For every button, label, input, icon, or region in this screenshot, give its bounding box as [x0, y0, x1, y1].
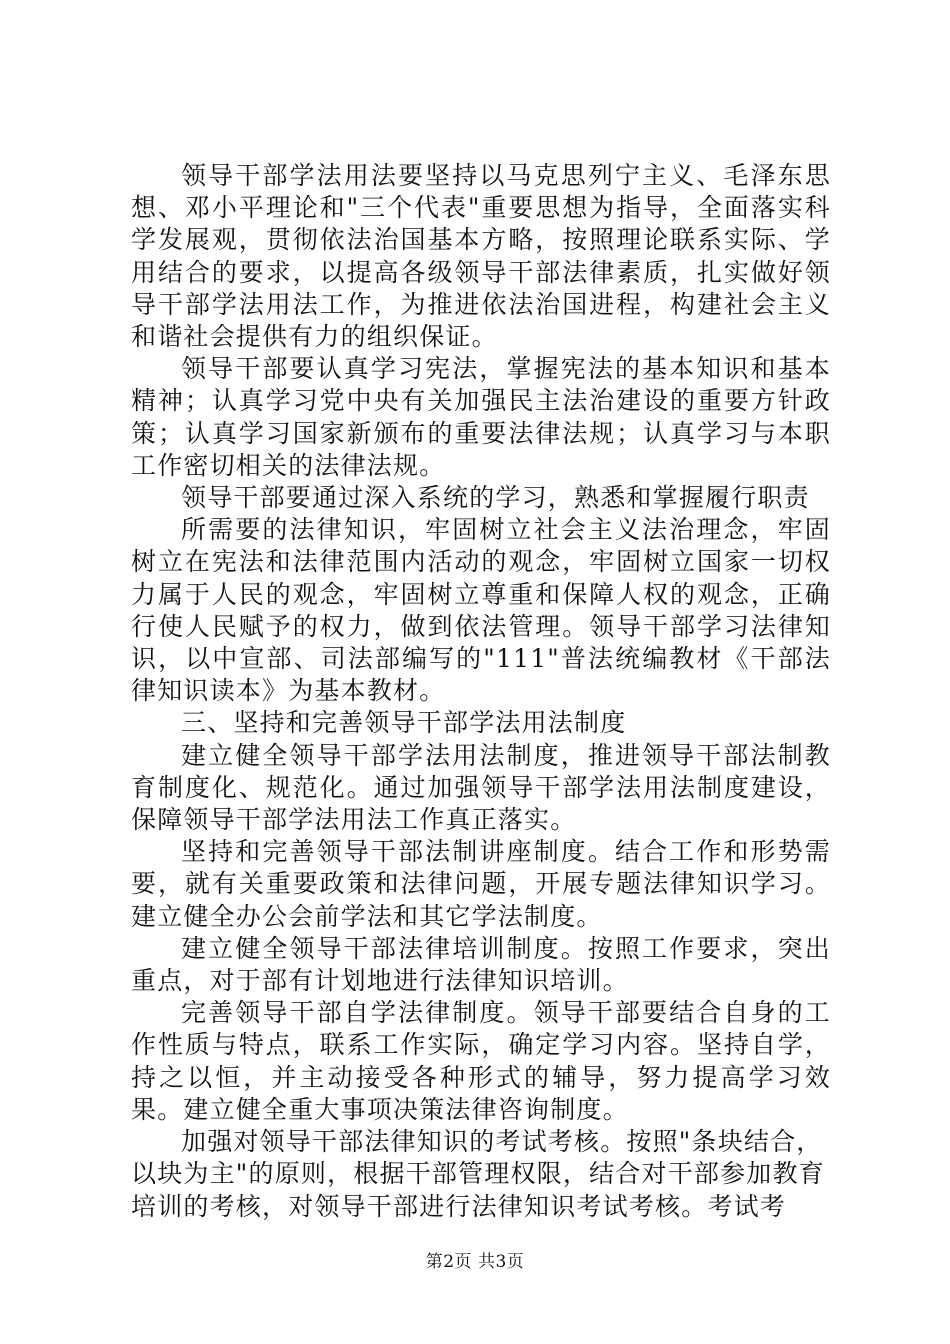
page-footer: 第2页 共3页: [425, 1252, 525, 1272]
paragraph-systematic-study: 领导干部要通过深入系统的学习，熟悉和掌握履行职责: [181, 483, 810, 513]
paragraph-legal-knowledge: 所需要的法律知识，牢固树立社会主义法治理念，牢固树立在宪法和法律范围内活动的观念，牢固树立国家一切权力属于人民的观念，牢固树立尊重和保障人权的观念，正确行使人民赋予的权力，做到依法管理。领导干部学习法律知识，以中宣部、司法部编写的"111"普法统编教材《干部法律知识读本》为基本教材。: [131, 515, 831, 706]
paragraph-examination: 加强对领导干部法律知识的考试考核。按照"条块结合，以块为主"的原则，根据干部管理权限，结合对干部参加教育培训的考核，对领导干部进行法律知识考试考核。考试考: [131, 1127, 825, 1221]
paragraph-training-system: 建立健全领导干部法律培训制度。按照工作要求，突出重点，对于部有计划地进行法律知识培训。: [131, 933, 831, 996]
section-heading-system: 三、坚持和完善领导干部学法用法制度: [181, 708, 627, 738]
paragraph-study-constitution: 领导干部要认真学习宪法，掌握宪法的基本知识和基本精神；认真学习党中央有关加强民主法治建设的重要方针政策；认真学习国家新颁布的重要法律法规；认真学习与本职工作密切相关的法律法规。: [131, 354, 831, 480]
document-body: [131, 160, 831, 1223]
paragraph-self-study-system: 完善领导干部自学法律制度。领导干部要结合自身的工作性质与特点，联系工作实际，确定学习内容。坚持自学，持之以恒，并主动接受各种形式的辅导，努力提高学习效果。建立健全重大事项决策法律咨询制度。: [131, 998, 831, 1124]
paragraph-establish-system: 建立健全领导干部学法用法制度，推进领导干部法制教育制度化、规范化。通过加强领导干部学法用法制度建设，保障领导干部学法用法工作真正落实。: [131, 740, 831, 835]
paragraph-guiding-principle: 领导干部学法用法要坚持以马克思列宁主义、毛泽东思想、邓小平理论和"三个代表"重要思想为指导，全面落实科学发展观，贯彻依法治国基本方略，按照理论联系实际、学用结合的要求，以提高各级领导干部法律素质，扎实做好领导干部学法用法工作，为推进依法治国进程，构建社会主义和谐社会提供有力的组织保证。: [131, 161, 831, 352]
paragraph-lecture-system: 坚持和完善领导干部法制讲座制度。结合工作和形势需要，就有关重要政策和法律问题，开展专题法律知识学习。建立健全办公会前学法和其它学法制度。: [131, 837, 831, 931]
